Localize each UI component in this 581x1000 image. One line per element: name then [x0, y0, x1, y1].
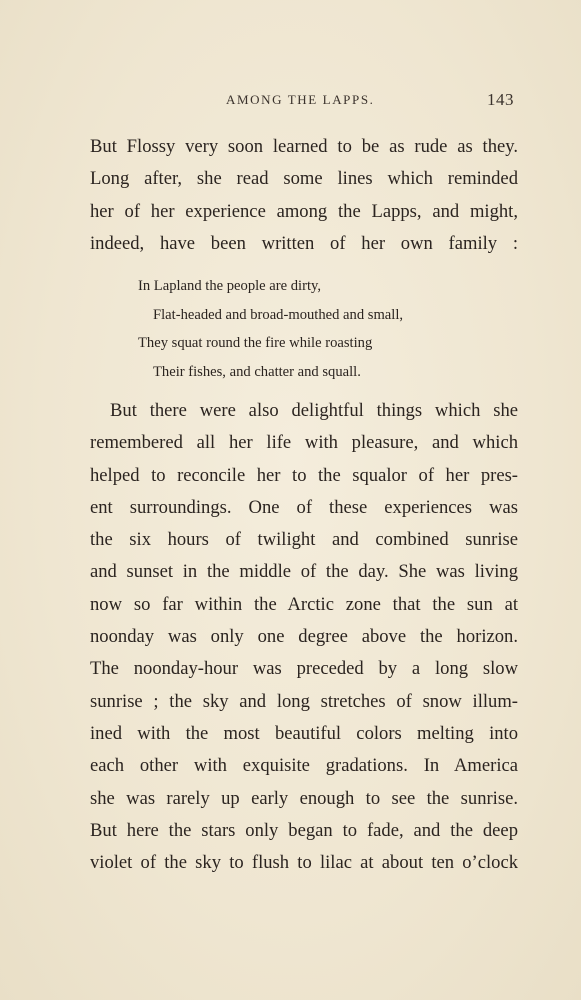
text-line: But there were also delightful things which she [110, 400, 518, 421]
text-line: ent surroundings. One of these experiences was [90, 496, 518, 518]
poem-line: They squat round the fire while roasting [138, 335, 373, 351]
paragraph-1 [90, 131, 518, 260]
text-line: indeed, have been written of her own family : [90, 232, 518, 254]
text-line: her of her experience among the Lapps, and might, [90, 200, 518, 222]
text-line: sunrise ; the sky and long stretches of snow illum- [90, 690, 518, 712]
text-line: ined with the most beautiful colors melting into [90, 722, 518, 744]
text-line: the six hours of twilight and combined sunrise [90, 529, 518, 551]
text-line: she was rarely up early enough to see the sunrise. [90, 787, 518, 809]
page-number: 143 [487, 90, 514, 109]
poem-line: Flat-headed and broad-mouthed and small, [153, 306, 404, 323]
text-line: Long after, she read some lines which reminded [90, 168, 518, 190]
text-line: noonday was only one degree above the horizon. [90, 626, 518, 648]
running-title: AMONG THE LAPPS. [226, 92, 375, 107]
poem-line: In Lapland the people are dirty, [138, 278, 322, 294]
text-line: now so far within the Arctic zone that the sun at [90, 593, 518, 615]
running-head [0, 90, 581, 114]
text-line: But Flossy very soon learned to be as rude as they. [90, 136, 518, 157]
text-line: each other with exquisite gradations. In America [90, 755, 518, 777]
paragraph-2 [90, 395, 518, 879]
text-line: violet of the sky to flush to lilac at about ten o’clock [90, 852, 518, 874]
poem-line: Their fishes, and chatter and squall. [153, 363, 361, 380]
text-line: remembered all her life with pleasure, and which [90, 432, 518, 454]
text-line: But here the stars only began to fade, and the deep [90, 819, 518, 841]
text-line: The noonday-hour was preceded by a long slow [90, 658, 518, 680]
poem-quote [138, 272, 468, 386]
text-line: helped to reconcile her to the squalor of her pres- [90, 464, 518, 486]
text-line: and sunset in the middle of the day. She was living [90, 561, 518, 583]
